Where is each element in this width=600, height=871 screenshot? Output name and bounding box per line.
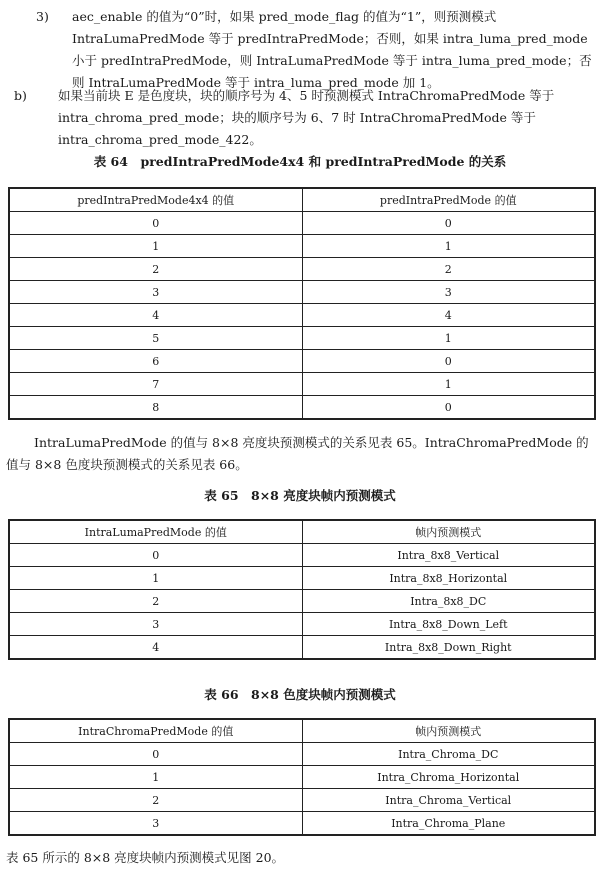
- table-header-row: [9, 719, 595, 743]
- list-item-b: [14, 85, 596, 151]
- table-65: [8, 519, 596, 660]
- table-cell: 4: [302, 304, 595, 327]
- table-header-row: [9, 520, 595, 544]
- table-row: [9, 258, 595, 281]
- table-row: [9, 304, 595, 327]
- table-cell: 0: [9, 212, 302, 235]
- table-cell: 6: [9, 350, 302, 373]
- table-cell: Intra_8x8_Down_Right: [302, 636, 595, 660]
- column-header: IntraLumaPredMode 的值: [9, 520, 302, 544]
- table-cell: 1: [302, 235, 595, 258]
- table-cell: 3: [302, 281, 595, 304]
- table-cell: 4: [9, 636, 302, 660]
- table-cell: Intra_8x8_Vertical: [302, 544, 595, 567]
- table-cell: Intra_Chroma_Horizontal: [302, 766, 595, 789]
- table-row: [9, 613, 595, 636]
- table-row: [9, 281, 595, 304]
- table-cell: 2: [302, 258, 595, 281]
- table-cell: 0: [9, 544, 302, 567]
- table-cell: 2: [9, 590, 302, 613]
- table-64-caption: 表 64 predIntraPredMode4x4 和 predIntraPredMode 的关系: [93, 154, 507, 169]
- table-cell: 8: [9, 396, 302, 420]
- table-cell: 0: [9, 743, 302, 766]
- table-row: [9, 350, 595, 373]
- column-header: IntraChromaPredMode 的值: [9, 719, 302, 743]
- table-row: [9, 373, 595, 396]
- table-cell: 0: [302, 212, 595, 235]
- table-row: [9, 766, 595, 789]
- table-cell: 0: [302, 396, 595, 420]
- table-row: [9, 812, 595, 836]
- table-cell: 1: [9, 766, 302, 789]
- table-cell: 7: [9, 373, 302, 396]
- column-header: 帧内预测模式: [302, 719, 595, 743]
- table-cell: Intra_Chroma_Plane: [302, 812, 595, 836]
- table-cell: 1: [9, 235, 302, 258]
- table-header-row: [9, 188, 595, 212]
- table-row: [9, 235, 595, 258]
- table-row: [9, 743, 595, 766]
- table-cell: Intra_8x8_Down_Left: [302, 613, 595, 636]
- table-row: [9, 396, 595, 420]
- table-cell: Intra_8x8_Horizontal: [302, 567, 595, 590]
- table-cell: 3: [9, 812, 302, 836]
- table-cell: 3: [9, 613, 302, 636]
- body-paragraph: IntraLumaPredMode 的值与 8×8 亮度块预测模式的关系见表 65。IntraChromaPredMode 的值与 8×8 色度块预测模式的关系见表 66。: [6, 435, 589, 472]
- table-cell: Intra_Chroma_Vertical: [302, 789, 595, 812]
- table-cell: 0: [302, 350, 595, 373]
- column-header: predIntraPredMode4x4 的值: [9, 188, 302, 212]
- table-row: [9, 590, 595, 613]
- list-item-3: [36, 6, 596, 94]
- table-cell: 1: [302, 327, 595, 350]
- table-row: [9, 212, 595, 235]
- body-paragraph: 表 65 所示的 8×8 亮度块帧内预测模式见图 20。: [6, 850, 285, 865]
- table-66-caption: 表 66 8×8 色度块帧内预测模式: [204, 687, 396, 702]
- table-cell: 4: [9, 304, 302, 327]
- table-cell: 2: [9, 258, 302, 281]
- column-header: 帧内预测模式: [302, 520, 595, 544]
- table-66: [8, 718, 596, 836]
- table-row: [9, 789, 595, 812]
- list-item-text: aec_enable 的值为“0”时，如果 pred_mode_flag 的值为“1”，则预测模式 IntraLumaPredMode 等于 predIntraPredMode；否则，如果 intra_luma_pred_mode 小于 predIntraPredMode，则 IntraLumaPredMode 等于 intra_luma_pred_mode；否则 IntraLumaPredMode 等于 intra_luma_pred_mode 加 1。: [72, 9, 592, 90]
- table-cell: Intra_Chroma_DC: [302, 743, 595, 766]
- column-header: predIntraPredMode 的值: [302, 188, 595, 212]
- table-65-caption: 表 65 8×8 亮度块帧内预测模式: [204, 488, 396, 503]
- table-cell: 5: [9, 327, 302, 350]
- table-row: [9, 567, 595, 590]
- table-cell: 2: [9, 789, 302, 812]
- table-cell: 1: [9, 567, 302, 590]
- list-item-text: 如果当前块 E 是色度块，块的顺序号为 4、5 时预测模式 IntraChromaPredMode 等于 intra_chroma_pred_mode；块的顺序号为 6、7 时 IntraChromaPredMode 等于 intra_chroma_pred_mode_422。: [58, 88, 555, 147]
- table-row: [9, 544, 595, 567]
- table-cell: Intra_8x8_DC: [302, 590, 595, 613]
- table-row: [9, 327, 595, 350]
- list-item-number: 3): [36, 9, 49, 24]
- table-cell: 3: [9, 281, 302, 304]
- table-row: [9, 636, 595, 660]
- list-item-number: b): [14, 88, 27, 103]
- table-64: [8, 187, 596, 420]
- table-cell: 1: [302, 373, 595, 396]
